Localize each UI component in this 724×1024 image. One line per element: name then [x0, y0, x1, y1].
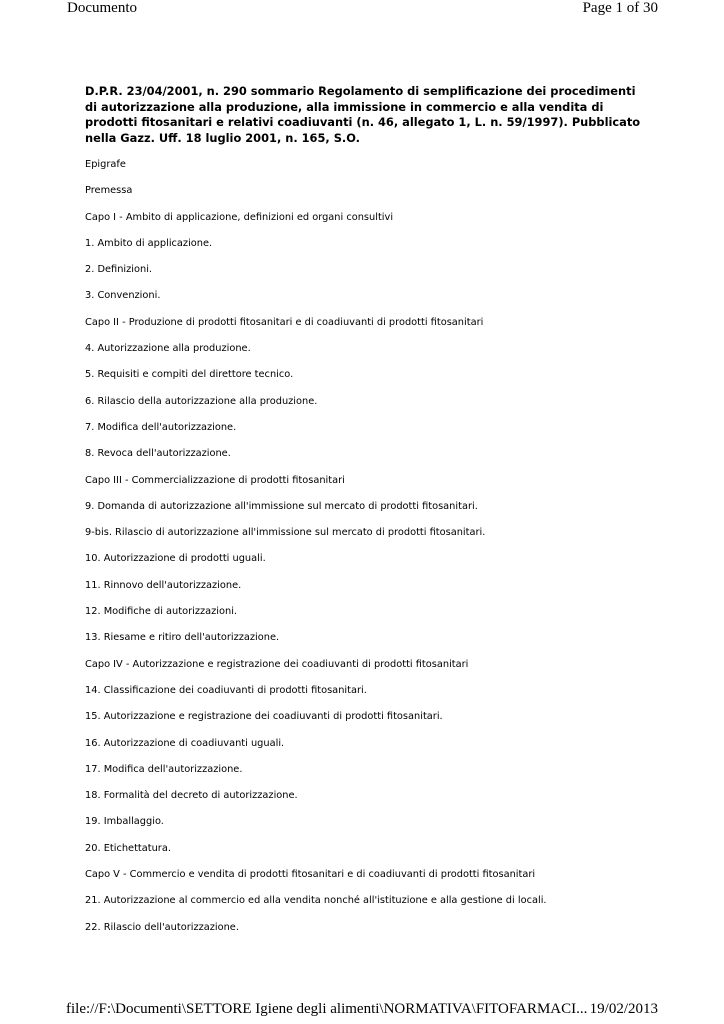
toc-list-item: 2. Definizioni. — [85, 264, 153, 276]
toc-chapter-heading: Capo I - Ambito di applicazione, definizioni ed organi consultivi — [85, 211, 394, 223]
toc-list-item: 1. Ambito di applicazione. — [85, 237, 213, 249]
toc-list-item: 3. Convenzioni. — [85, 290, 161, 302]
header-page-number: Page 1 of 30 — [582, 0, 658, 16]
toc-chapter-heading: Capo IV - Autorizzazione e registrazione dei coadiuvanti di prodotti fitosanitari — [85, 658, 469, 670]
toc-list-item: 5. Requisiti e compiti del direttore tecnico. — [85, 369, 294, 381]
toc-list-item: 19. Imballaggio. — [85, 816, 164, 828]
toc-list-item: 20. Etichettatura. — [85, 842, 171, 854]
toc-list-item: 21. Autorizzazione al commercio ed alla vendita nonché all'istituzione e alla gestione di locali. — [85, 895, 547, 907]
document-title: D.P.R. 23/04/2001, n. 290 sommario Regolamento di semplificazione dei procedimenti di autorizzazione alla produzione, alla immissione in commercio e alla vendita di prodotti fitosanitari e relativi coadiuvanti (n. 46, allegato 1, L. n. 59/1997). Pubblicato nella Gazz. Uff. 18 luglio 2001, n. 165, S.O. — [85, 84, 641, 145]
toc-list-item: 16. Autorizzazione di coadiuvanti uguali. — [85, 737, 285, 749]
footer-file-path: file://F:\Documenti\SETTORE Igiene degli alimenti\NORMATIVA\FITOFARMACI... — [66, 1001, 588, 1017]
toc-chapter-heading: Capo III - Commercializzazione di prodotti fitosanitari — [85, 474, 345, 486]
toc-list-item: 22. Rilascio dell'autorizzazione. — [85, 921, 239, 933]
page-header — [0, 0, 724, 22]
toc-list-item: 10. Autorizzazione di prodotti uguali. — [85, 553, 266, 565]
toc-list-item: 13. Riesame e ritiro dell'autorizzazione. — [85, 632, 280, 644]
toc-list-item: 9. Domanda di autorizzazione all'immissione sul mercato di prodotti fitosanitari. — [85, 500, 478, 512]
toc-list-item: 11. Rinnovo dell'autorizzazione. — [85, 579, 242, 591]
toc-list-item: 15. Autorizzazione e registrazione dei coadiuvanti di prodotti fitosanitari. — [85, 711, 443, 723]
table-of-contents — [85, 158, 645, 947]
toc-chapter-heading: Capo V - Commercio e vendita di prodotti fitosanitari e di coadiuvanti di prodotti fitosanitari — [85, 869, 536, 881]
footer-date: 19/02/2013 — [589, 1001, 658, 1017]
header-document-label: Documento — [67, 0, 137, 16]
toc-list-item: 9-bis. Rilascio di autorizzazione all'immissione sul mercato di prodotti fitosanitari. — [85, 527, 486, 539]
toc-chapter-heading: Capo II - Produzione di prodotti fitosanitari e di coadiuvanti di prodotti fitosanitari — [85, 316, 484, 328]
toc-list-item: 12. Modifiche di autorizzazioni. — [85, 606, 238, 618]
toc-list-item: 18. Formalità del decreto di autorizzazione. — [85, 790, 298, 802]
toc-list-item: 8. Revoca dell'autorizzazione. — [85, 448, 231, 460]
toc-list-item: 4. Autorizzazione alla produzione. — [85, 343, 251, 355]
toc-list-item: 14. Classificazione dei coadiuvanti di prodotti fitosanitari. — [85, 684, 367, 696]
toc-list-item: 6. Rilascio della autorizzazione alla produzione. — [85, 395, 318, 407]
toc-list-item: Epigrafe — [85, 159, 126, 170]
toc-list-item: 17. Modifica dell'autorizzazione. — [85, 763, 243, 775]
document-body — [85, 84, 645, 947]
page-footer — [0, 1000, 724, 1024]
toc-list-item: 7. Modifica dell'autorizzazione. — [85, 421, 237, 433]
toc-list-item: Premessa — [85, 185, 133, 197]
